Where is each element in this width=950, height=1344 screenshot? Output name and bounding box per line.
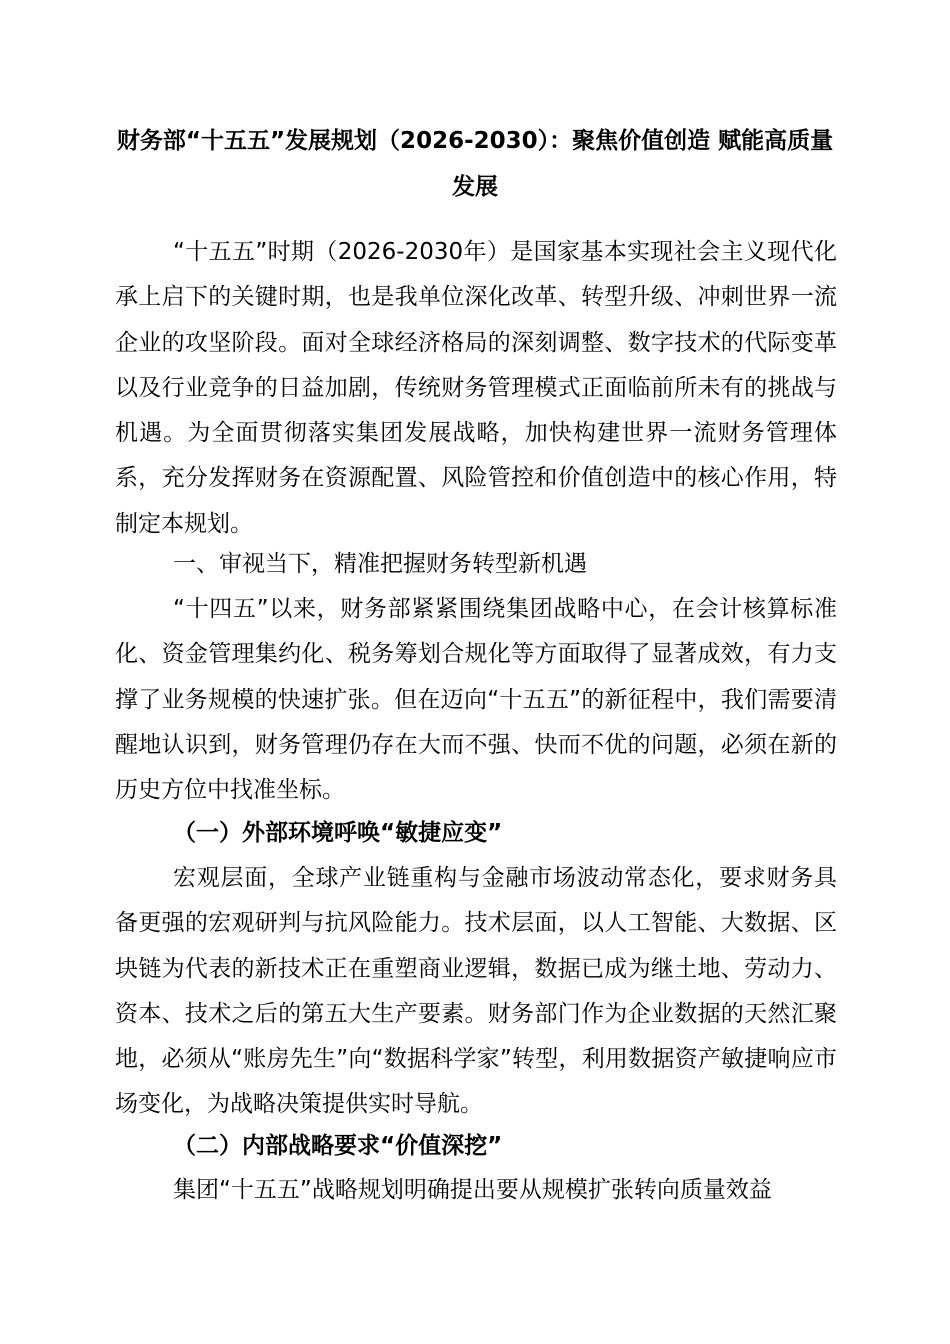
subsection1-paragraph: 宏观层面，全球产业链重构与金融市场波动常态化，要求财务具备更强的宏观研判与抗风险能力。技术层面，以人工智能、大数据、区块链为代表的新技术正在重塑商业逻辑，数据已成为继土地、劳动力、资本、技术之后的第五大生产要素。财务部门作为企业数据的天然汇聚地，必须从“账房先生”向“数据科学家”转型，利用数据资产敏捷响应市场变化，为战略决策提供实时导航。 [115, 865, 837, 1118]
intro-paragraph: “十五五”时期（2026-2030年）是国家基本实现社会主义现代化承上启下的关键时期，也是我单位深化改革、转型升级、冲刺世界一流企业的攻坚阶段。面对全球经济格局的深刻调整、数字技术的代际变革以及行业竞争的日益加剧，传统财务管理模式正面临前所未有的挑战与机遇。为全面贯彻落实集团发展战略，加快构建世界一流财务管理体系，充分发挥财务在资源配置、风险管控和价值创造中的核心作用，特制定本规划。 [115, 239, 837, 537]
subsection-heading-1: （一）外部环境呼唤“敏捷应变” [173, 820, 503, 846]
section-heading-1: 一、审视当下，精准把握财务转型新机遇 [173, 551, 587, 577]
document-title: 财务部“十五五”发展规划（2026-2030）：聚焦价值创造 赋能高质量发展 [116, 128, 834, 200]
subsection2-paragraph: 集团“十五五”战略规划明确提出要从规模扩张转向质量效益 [173, 1177, 772, 1203]
subsection-heading-2: （二）内部战略要求“价值深挖” [173, 1133, 503, 1159]
section1-paragraph: “十四五”以来，财务部紧紧围绕集团战略中心，在会计核算标准化、资金管理集约化、税务筹划合规化等方面取得了显著成效，有力支撑了业务规模的快速扩张。但在迈向“十五五”的新征程中，我们需要清醒地认识到，财务管理仍存在大而不强、快而不优的问题，必须在新的历史方位中找准坐标。 [115, 596, 837, 804]
